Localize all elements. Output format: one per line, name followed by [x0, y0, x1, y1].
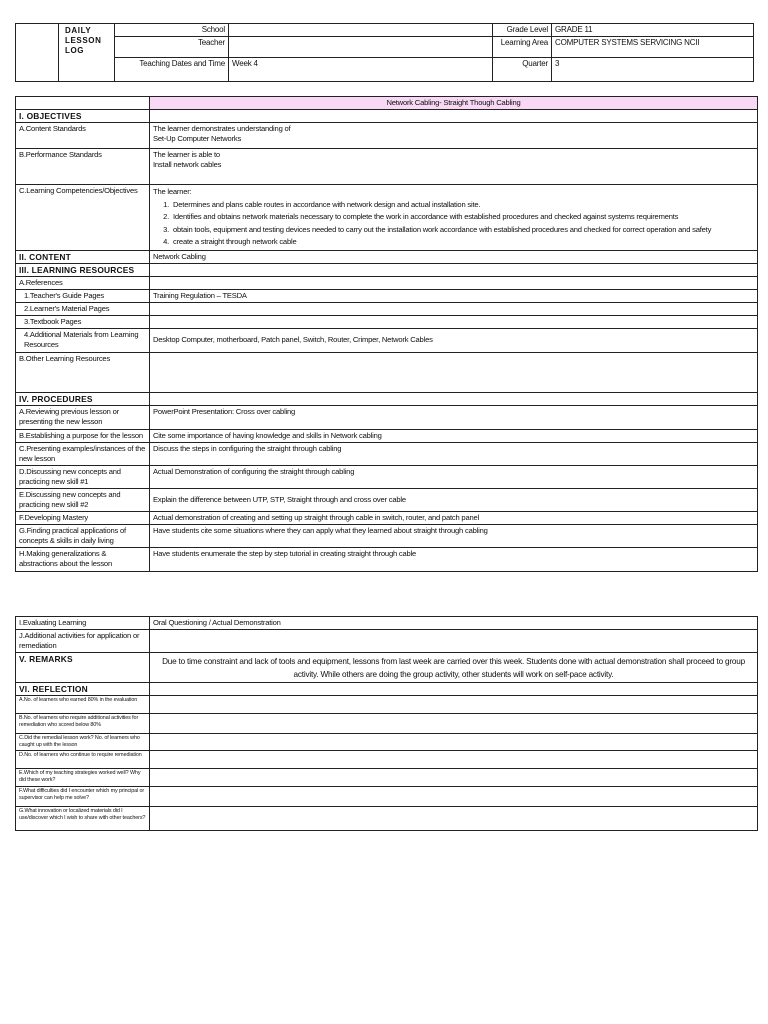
procedure-label: H.Making generalizations & abstractions about the lesson: [16, 547, 150, 571]
lesson-title: Network Cabling- Straight Though Cabling: [150, 97, 758, 110]
procedure-label: C.Presenting examples/instances of the new lesson: [16, 442, 150, 465]
other-resources-value: [150, 352, 758, 392]
area-label: Learning Area: [493, 37, 552, 58]
content-heading: II. CONTENT: [16, 250, 150, 263]
dll-title: [59, 24, 115, 82]
additional-label: J.Additional activities for application or remediation: [16, 630, 150, 653]
procedure-value: Cite some importance of having knowledge and skills in Network cabling: [150, 429, 758, 442]
procedure-value: Explain the difference between UTP, STP, Straight through and cross over cable: [150, 488, 758, 511]
objectives-blank: [150, 110, 758, 123]
reflection-value: [150, 769, 758, 787]
teacher-value: [229, 37, 493, 58]
procedure-label: E.Discussing new concepts and practicing new skill #2: [16, 488, 150, 511]
content-standards-line: Set-Up Computer Networks: [153, 134, 242, 143]
resources-heading: III. LEARNING RESOURCES: [16, 263, 150, 276]
remarks-value: Due to time constraint and lack of tools and equipment, lessons from last week are carried over this week. Students done with actual demonstration shall proceed to group activity. While others are doing the group activity, other students will work on self-pace activity.: [150, 653, 758, 683]
content-value: Network Cabling: [150, 250, 758, 263]
competency-item: 1. Determines and plans cable routes in accordance with network design and actual installation site.: [171, 199, 754, 212]
procedure-value: Have students cite some situations where they can apply what they learned about straight through cabling: [150, 524, 758, 547]
content-standards-label: A.Content Standards: [16, 123, 150, 149]
references-label: A.References: [16, 276, 150, 289]
reflection-value: [150, 734, 758, 751]
school-label: School: [115, 24, 229, 37]
procedure-value: PowerPoint Presentation: Cross over cabling: [150, 405, 758, 429]
lm-value: [150, 302, 758, 315]
performance-standards-value: [150, 149, 758, 185]
lm-label: 2.Learner's Material Pages: [16, 302, 150, 315]
competencies-value: [150, 185, 758, 251]
tb-value: [150, 315, 758, 328]
addl-value: Desktop Computer, motherboard, Patch panel, Switch, Router, Crimper, Network Cables: [150, 328, 758, 352]
dll-title-line-3: LOG: [65, 46, 85, 55]
tg-label: 1.Teacher's Guide Pages: [16, 289, 150, 302]
competency-item: 3. obtain tools, equipment and testing devices needed to carry out the installation work accordance with established procedures and checked for correct operation and safety: [171, 224, 754, 237]
tg-value: Training Regulation – TESDA: [150, 289, 758, 302]
teacher-label: Teacher: [115, 37, 229, 58]
procedure-value: Actual Demonstration of configuring the straight through cabling: [150, 465, 758, 488]
procedure-value: Actual demonstration of creating and setting up straight through cable in switch, router, and patch panel: [150, 511, 758, 524]
evaluating-value: Oral Questioning / Actual Demonstration: [150, 617, 758, 630]
reflection-item: D.No. of learners who continue to require remediation: [16, 751, 150, 769]
procedures-heading: IV. PROCEDURES: [16, 392, 150, 405]
reflection-item: C.Did the remedial lesson work? No. of learners who caught up with the lesson: [16, 734, 150, 751]
competencies-list: [153, 199, 754, 249]
school-value: [229, 24, 493, 37]
objectives-heading: I. OBJECTIVES: [16, 110, 150, 123]
dll-title-line-1: DAILY: [65, 26, 92, 35]
addl-label: 4.Additional Materials from Learning Resources: [16, 328, 150, 352]
procedures-blank: [150, 392, 758, 405]
competencies-intro: The learner:: [153, 187, 192, 196]
reflection-value: [150, 751, 758, 769]
procedure-label: B.Establishing a purpose for the lesson: [16, 429, 150, 442]
header-blank-cell: [16, 24, 59, 82]
competencies-label: C.Learning Competencies/Objectives: [16, 185, 150, 251]
reflection-value: [150, 714, 758, 734]
reflection-item: B.No. of learners who require additional activities for remediation who scored below 80%: [16, 714, 150, 734]
grade-value: GRADE 11: [552, 24, 754, 37]
reflection-item: A.No. of learners who earned 80% in the evaluation: [16, 696, 150, 714]
grade-label: Grade Level: [493, 24, 552, 37]
content-standards-line: The learner demonstrates understanding of: [153, 124, 291, 133]
dates-value: Week 4: [229, 58, 493, 82]
reflection-item: F.What difficulties did I encounter which my principal or supervisor can help me solve?: [16, 787, 150, 807]
area-value: COMPUTER SYSTEMS SERVICING NCII: [552, 37, 754, 58]
other-resources-label: B.Other Learning Resources: [16, 352, 150, 392]
quarter-value: 3: [552, 58, 754, 82]
resources-blank: [150, 263, 758, 276]
reflection-value: [150, 696, 758, 714]
reflection-heading: VI. REFLECTION: [16, 683, 150, 696]
procedure-value: Discuss the steps in configuring the straight through cabling: [150, 442, 758, 465]
performance-standards-line: The learner is able to: [153, 150, 220, 159]
references-blank: [150, 276, 758, 289]
continuation-table: [15, 616, 758, 831]
performance-standards-line: Install network cables: [153, 160, 222, 169]
procedure-value: Have students enumerate the step by step tutorial in creating straight through cable: [150, 547, 758, 571]
procedure-label: F.Developing Mastery: [16, 511, 150, 524]
quarter-label: Quarter: [493, 58, 552, 82]
tb-label: 3.Textbook Pages: [16, 315, 150, 328]
reflection-blank: [150, 683, 758, 696]
header-table: [15, 23, 754, 82]
reflection-value: [150, 787, 758, 807]
procedure-label: D.Discussing new concepts and practicing new skill #1: [16, 465, 150, 488]
dates-label: Teaching Dates and Time: [115, 58, 229, 82]
procedure-label: G.Finding practical applications of concepts & skills in daily living: [16, 524, 150, 547]
procedure-label: A.Reviewing previous lesson or presenting the new lesson: [16, 405, 150, 429]
competency-item: 2. Identifies and obtains network materials necessary to complete the work in accordance with established procedures and checked against systems requirements: [171, 211, 754, 224]
reflection-item: E.Which of my teaching strategies worked well? Why did these work?: [16, 769, 150, 787]
additional-value: [150, 630, 758, 653]
remarks-heading: V. REMARKS: [16, 653, 150, 683]
reflection-value: [150, 807, 758, 831]
performance-standards-label: B.Performance Standards: [16, 149, 150, 185]
competency-item: 4. create a straight through network cable: [171, 236, 754, 249]
content-standards-value: [150, 123, 758, 149]
dll-title-line-2: LESSON: [65, 36, 102, 45]
reflection-item: G.What innovation or localized materials did I use/discover which I wish to share with other teachers?: [16, 807, 150, 831]
lesson-table: [15, 96, 758, 572]
title-blank-cell: [16, 97, 150, 110]
evaluating-label: I.Evaluating Learning: [16, 617, 150, 630]
